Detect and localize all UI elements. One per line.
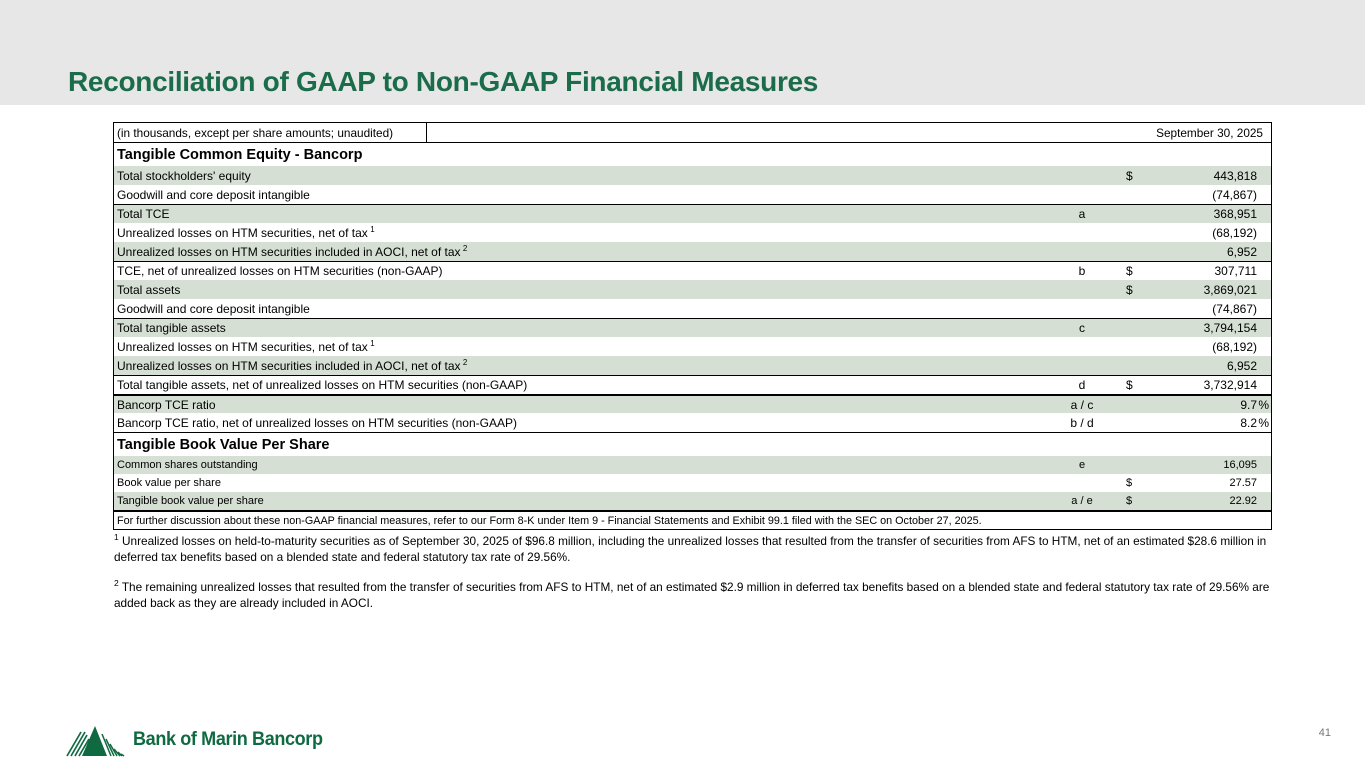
title-band — [0, 0, 1365, 105]
table-units-caption: (in thousands, except per share amounts; unaudited) — [114, 123, 427, 142]
row-label: Unrealized losses on HTM securities included in AOCI, net of tax $^2$ — [117, 244, 468, 259]
section-header-row — [114, 432, 1271, 456]
footnote-1-marker: 1 — [114, 532, 119, 543]
table-row — [114, 356, 1271, 375]
row-dollar-sign: $ — [1126, 168, 1133, 183]
row-ref-letter: a — [1078, 207, 1086, 221]
table-row — [114, 166, 1271, 185]
row-value: 9.7 — [1240, 397, 1257, 412]
table-row — [114, 318, 1271, 337]
row-label: Bancorp TCE ratio — [117, 397, 216, 412]
footnote-ref-marker: 1 — [370, 225, 375, 234]
table-row — [114, 185, 1271, 204]
row-value: 6,952 — [1226, 244, 1257, 259]
row-label: Unrealized losses on HTM securities, net of tax $^1$ — [117, 225, 375, 240]
row-value: (74,867) — [1212, 301, 1257, 316]
table-row — [114, 375, 1271, 394]
row-value: 27.57 — [1229, 477, 1257, 489]
row-label: Unrealized losses on HTM securities, net of tax $^1$ — [117, 339, 375, 354]
row-value: (68,192) — [1212, 339, 1257, 354]
row-percent-sign: % — [1258, 415, 1269, 430]
section-header-label: Tangible Common Equity - Bancorp — [117, 146, 363, 163]
row-label: Total assets — [117, 282, 181, 297]
row-value: 3,869,021 — [1203, 282, 1257, 297]
row-label: Total TCE — [117, 207, 170, 221]
row-label: Goodwill and core deposit intangible — [117, 187, 310, 202]
row-label: Unrealized losses on HTM securities included in AOCI, net of tax $^2$ — [117, 358, 468, 373]
footnote-2 — [114, 580, 1270, 611]
table-row — [114, 474, 1271, 492]
row-dollar-sign: $ — [1126, 264, 1133, 278]
row-ref-letter: d — [1078, 378, 1086, 392]
section-header-label: Tangible Book Value Per Share — [117, 436, 330, 453]
table-row — [114, 242, 1271, 261]
row-percent-sign: % — [1258, 397, 1269, 412]
section-header-row — [114, 142, 1271, 166]
table-row — [114, 280, 1271, 299]
table-row — [114, 204, 1271, 223]
row-value: 3,794,154 — [1203, 321, 1257, 335]
row-label: Common shares outstanding — [117, 459, 258, 471]
company-logo — [66, 721, 333, 759]
footnote-1 — [114, 534, 1270, 565]
row-label: TCE, net of unrealized losses on HTM securities (non-GAAP) — [117, 264, 443, 278]
table-row — [114, 492, 1271, 510]
row-dollar-sign: $ — [1126, 282, 1133, 297]
row-dollar-sign: $ — [1126, 378, 1133, 392]
row-ref-letter: c — [1079, 321, 1085, 335]
reconciliation-table — [113, 122, 1272, 530]
table-date-header: September 30, 2025 — [1156, 125, 1263, 140]
slide-title: Reconciliation of GAAP to Non-GAAP Financial Measures — [68, 66, 819, 97]
footnotes — [114, 534, 1270, 627]
row-value: 307,711 — [1214, 264, 1257, 278]
row-dollar-sign: $ — [1126, 477, 1133, 489]
page-number: 41 — [1318, 727, 1331, 739]
footnote-2-marker: 2 — [114, 578, 119, 589]
table-row — [114, 299, 1271, 318]
row-value: 443,818 — [1213, 168, 1257, 183]
row-value: 22.92 — [1229, 495, 1257, 507]
row-label: Tangible book value per share — [117, 495, 264, 507]
footnote-2-text: The remaining unrealized losses that resulted from the transfer of securities from AFS to HTM, net of an estimated $2.9 million in deferred tax benefits based on a blended state and federal statutory tax rate of 29.56% are added back as they are already included in AOCI. — [114, 580, 1270, 611]
footnote-ref-marker: 2 — [462, 358, 468, 367]
table-footnote-row — [114, 510, 1271, 529]
row-ref-letter: a / c — [1070, 397, 1094, 412]
row-ref-letter: e — [1078, 459, 1086, 471]
table-header-row — [114, 123, 1271, 142]
row-label: Total tangible assets, net of unrealized losses on HTM securities (non-GAAP) — [117, 378, 528, 392]
row-value: 8.2 — [1240, 415, 1257, 430]
row-label: Bancorp TCE ratio, net of unrealized losses on HTM securities (non-GAAP) — [117, 415, 517, 430]
row-value: (74,867) — [1212, 187, 1257, 202]
footnote-ref-marker: 1 — [370, 339, 375, 348]
row-value: 368,951 — [1213, 207, 1257, 221]
company-logo-text: Bank of Marin Bancorp — [133, 729, 323, 750]
row-dollar-sign: $ — [1126, 495, 1133, 507]
footnote-ref-marker: 2 — [462, 244, 468, 253]
mountain-logo-icon — [66, 721, 126, 759]
table-row — [114, 337, 1271, 356]
row-ref-letter: a / e — [1071, 495, 1093, 507]
footnote-1-text: Unrealized losses on held-to-maturity securities as of September 30, 2025 of $96.8 million, including the unrealized losses that resulted from the transfer of securities from AFS to HTM, net of an estimated $28.6 million in deferred tax benefits based on a blended state and federal statutory tax rate of 29.56%. — [114, 534, 1267, 564]
table-note-text: For further discussion about these non-GAAP financial measures, refer to our Form 8-K under Item 9 - Financial Statements and Exhibit 99.1 filed with the SEC on October 27, 2025. — [117, 514, 982, 527]
row-value: 16,095 — [1223, 459, 1257, 471]
row-value: (68,192) — [1212, 225, 1257, 240]
table-row — [114, 456, 1271, 474]
table-row — [114, 413, 1271, 432]
row-value: 6,952 — [1226, 358, 1257, 373]
row-ref-letter: b / d — [1070, 415, 1094, 430]
row-value: 3,732,914 — [1203, 378, 1257, 392]
row-ref-letter: b — [1078, 264, 1086, 278]
row-label: Total tangible assets — [117, 321, 226, 335]
table-row — [114, 394, 1271, 413]
table-row — [114, 223, 1271, 242]
row-label: Goodwill and core deposit intangible — [117, 301, 310, 316]
row-label: Total stockholders' equity — [117, 168, 251, 183]
table-row — [114, 261, 1271, 280]
row-label: Book value per share — [117, 477, 221, 489]
